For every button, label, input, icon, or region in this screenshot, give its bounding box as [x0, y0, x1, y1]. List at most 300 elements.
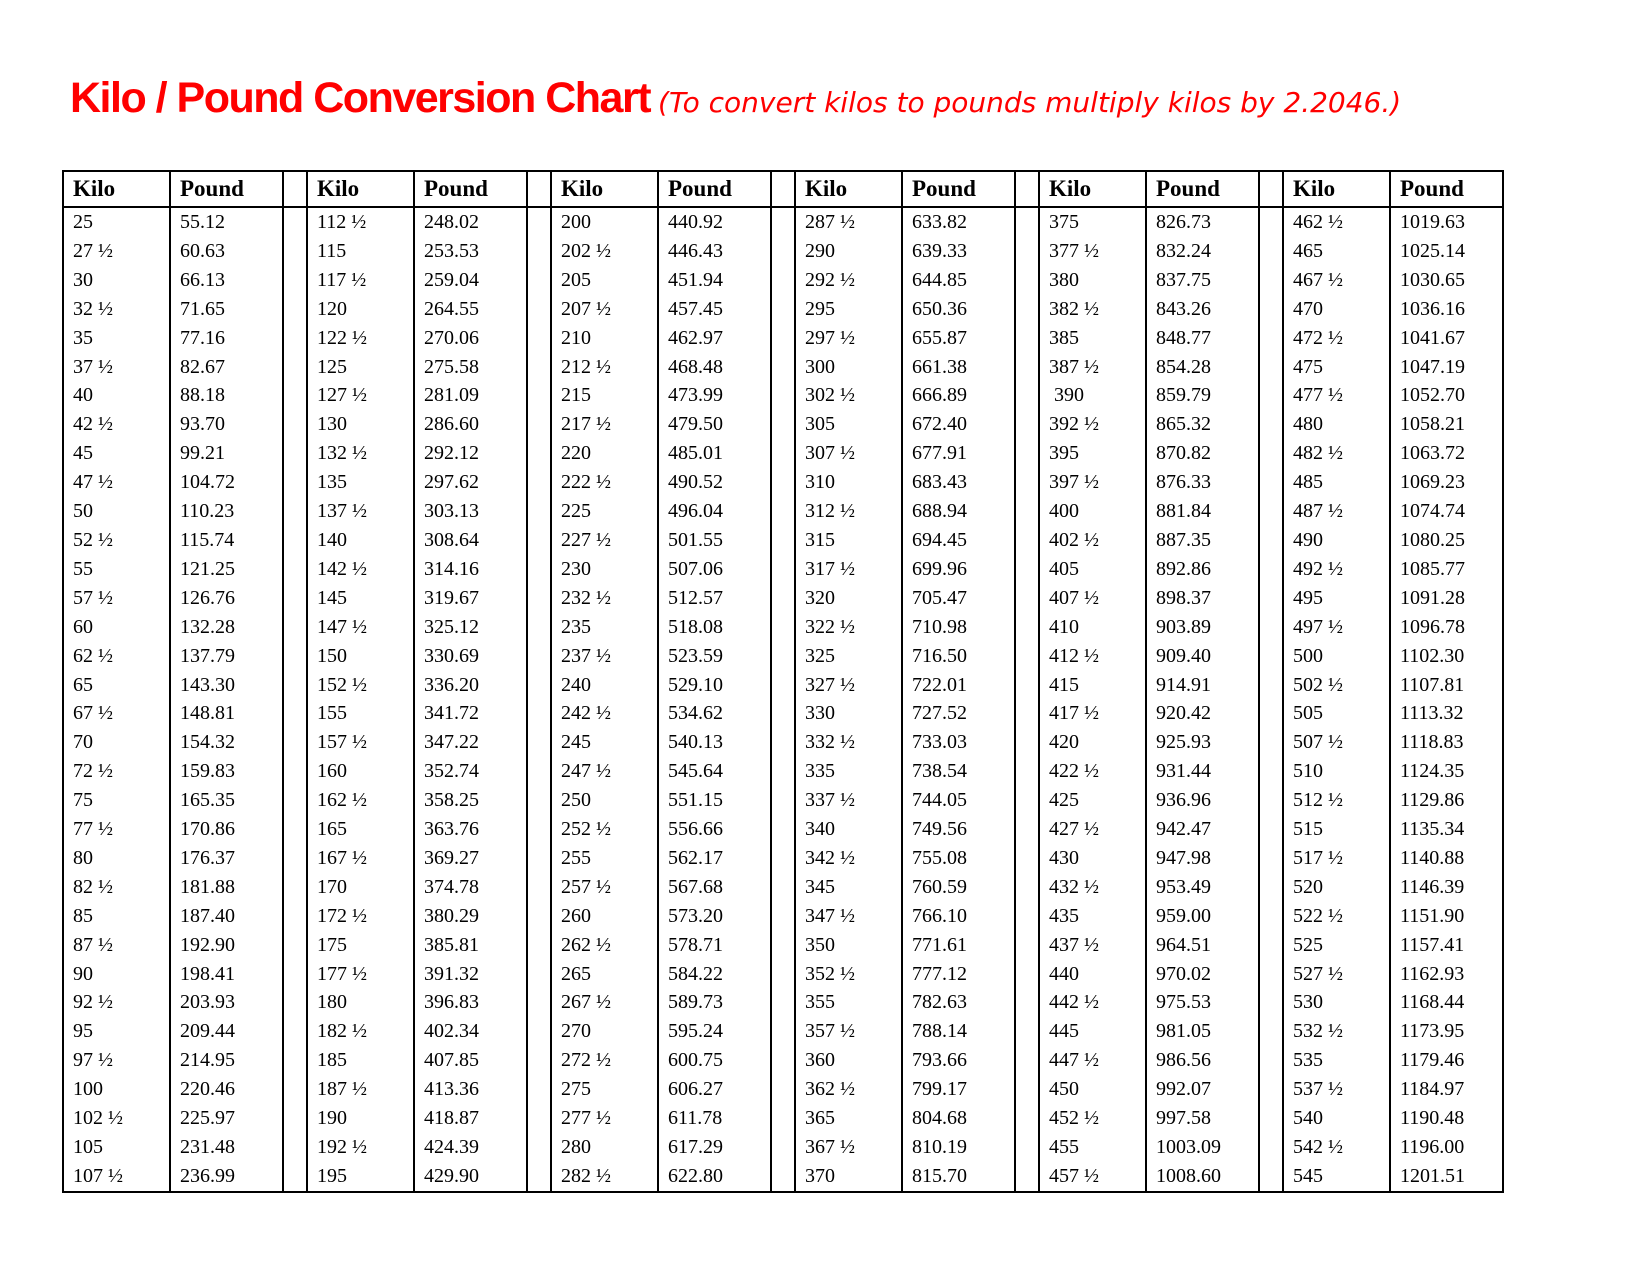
pound-cell: 727.52 [902, 699, 1015, 728]
pound-cell: 1201.51 [1390, 1162, 1503, 1192]
kilo-cell: 227 ½ [551, 526, 658, 555]
kilo-cell: 420 [1039, 728, 1146, 757]
pound-cell: 617.29 [658, 1133, 771, 1162]
pound-cell: 865.32 [1146, 410, 1259, 439]
pound-cell: 639.33 [902, 237, 1015, 266]
spacer-cell [1015, 931, 1039, 960]
kilo-cell: 375 [1039, 207, 1146, 237]
pound-cell: 137.79 [170, 642, 283, 671]
spacer-cell [527, 237, 551, 266]
kilo-cell: 357 ½ [795, 1017, 902, 1046]
pound-cell: 88.18 [170, 381, 283, 410]
kilo-cell: 437 ½ [1039, 931, 1146, 960]
kilo-cell: 335 [795, 757, 902, 786]
spacer-cell [1015, 324, 1039, 353]
kilo-cell: 345 [795, 873, 902, 902]
pound-cell: 132.28 [170, 613, 283, 642]
pound-cell: 512.57 [658, 584, 771, 613]
pound-cell: 82.67 [170, 353, 283, 382]
spacer-cell [1015, 1046, 1039, 1075]
kilo-cell: 72 ½ [63, 757, 170, 786]
pound-cell: 93.70 [170, 410, 283, 439]
spacer-cell [1015, 526, 1039, 555]
pound-cell: 1074.74 [1390, 497, 1503, 526]
kilo-cell: 440 [1039, 960, 1146, 989]
pound-cell: 292.12 [414, 439, 527, 468]
pound-cell: 264.55 [414, 295, 527, 324]
pound-cell: 710.98 [902, 613, 1015, 642]
spacer-cell [771, 1075, 795, 1104]
pound-cell: 799.17 [902, 1075, 1015, 1104]
kilo-cell: 347 ½ [795, 902, 902, 931]
spacer-cell [527, 786, 551, 815]
kilo-cell: 340 [795, 815, 902, 844]
pound-cell: 562.17 [658, 844, 771, 873]
pound-cell: 947.98 [1146, 844, 1259, 873]
kilo-cell: 290 [795, 237, 902, 266]
kilo-cell: 292 ½ [795, 266, 902, 295]
kilo-cell: 152 ½ [307, 671, 414, 700]
kilo-cell: 320 [795, 584, 902, 613]
spacer-cell [1015, 844, 1039, 873]
pound-cell: 815.70 [902, 1162, 1015, 1192]
pound-cell: 975.53 [1146, 988, 1259, 1017]
kilo-cell: 337 ½ [795, 786, 902, 815]
pound-cell: 451.94 [658, 266, 771, 295]
kilo-cell: 82 ½ [63, 873, 170, 902]
kilo-cell: 105 [63, 1133, 170, 1162]
kilo-cell: 177 ½ [307, 960, 414, 989]
pound-cell: 881.84 [1146, 497, 1259, 526]
kilo-cell: 47 ½ [63, 468, 170, 497]
spacer-cell [1015, 237, 1039, 266]
pound-cell: 181.88 [170, 873, 283, 902]
pound-cell: 60.63 [170, 237, 283, 266]
pound-cell: 1091.28 [1390, 584, 1503, 613]
spacer-cell [527, 1133, 551, 1162]
spacer-cell [283, 207, 307, 237]
header-spacer-cell [527, 171, 551, 207]
pound-cell: 1162.93 [1390, 960, 1503, 989]
kilo-cell: 457 ½ [1039, 1162, 1146, 1192]
pound-cell: 589.73 [658, 988, 771, 1017]
pound-cell: 165.35 [170, 786, 283, 815]
kilo-cell: 427 ½ [1039, 815, 1146, 844]
pound-cell: 209.44 [170, 1017, 283, 1046]
pound-cell: 275.58 [414, 353, 527, 382]
spacer-cell [1015, 960, 1039, 989]
pound-cell: 1030.65 [1390, 266, 1503, 295]
spacer-cell [771, 324, 795, 353]
pound-cell: 1080.25 [1390, 526, 1503, 555]
kilo-cell: 190 [307, 1104, 414, 1133]
kilo-cell: 532 ½ [1283, 1017, 1390, 1046]
spacer-cell [527, 497, 551, 526]
spacer-cell [527, 1104, 551, 1133]
table-row [63, 410, 1503, 439]
kilo-cell: 415 [1039, 671, 1146, 700]
spacer-cell [1259, 207, 1283, 237]
pound-cell: 837.75 [1146, 266, 1259, 295]
kilo-cell: 137 ½ [307, 497, 414, 526]
spacer-cell [527, 353, 551, 382]
kilo-cell: 312 ½ [795, 497, 902, 526]
spacer-cell [771, 207, 795, 237]
kilo-cell: 267 ½ [551, 988, 658, 1017]
pound-cell: 1096.78 [1390, 613, 1503, 642]
kilo-cell: 510 [1283, 757, 1390, 786]
pound-cell: 518.08 [658, 613, 771, 642]
kilo-cell: 537 ½ [1283, 1075, 1390, 1104]
spacer-cell [1259, 1046, 1283, 1075]
kilo-cell: 397 ½ [1039, 468, 1146, 497]
spacer-cell [1015, 1017, 1039, 1046]
pound-cell: 396.83 [414, 988, 527, 1017]
kilo-cell: 492 ½ [1283, 555, 1390, 584]
kilo-cell: 407 ½ [1039, 584, 1146, 613]
pound-cell: 490.52 [658, 468, 771, 497]
kilo-cell: 100 [63, 1075, 170, 1104]
pound-cell: 1124.35 [1390, 757, 1503, 786]
kilo-cell: 160 [307, 757, 414, 786]
kilo-cell: 70 [63, 728, 170, 757]
kilo-cell: 270 [551, 1017, 658, 1046]
kilo-cell: 327 ½ [795, 671, 902, 700]
spacer-cell [771, 266, 795, 295]
spacer-cell [771, 526, 795, 555]
spacer-cell [527, 324, 551, 353]
kilo-cell: 195 [307, 1162, 414, 1192]
kilo-cell: 120 [307, 295, 414, 324]
pound-cell: 231.48 [170, 1133, 283, 1162]
pound-cell: 424.39 [414, 1133, 527, 1162]
kilo-cell: 380 [1039, 266, 1146, 295]
pound-cell: 115.74 [170, 526, 283, 555]
kilo-cell: 62 ½ [63, 642, 170, 671]
kilo-cell: 240 [551, 671, 658, 700]
spacer-cell [283, 410, 307, 439]
header-row [63, 171, 1503, 207]
spacer-cell [1015, 613, 1039, 642]
spacer-cell [1015, 353, 1039, 382]
pound-cell: 777.12 [902, 960, 1015, 989]
spacer-cell [771, 931, 795, 960]
pound-cell: 694.45 [902, 526, 1015, 555]
pound-cell: 468.48 [658, 353, 771, 382]
kilo-cell: 472 ½ [1283, 324, 1390, 353]
spacer-cell [527, 1017, 551, 1046]
spacer-cell [1259, 931, 1283, 960]
table-row [63, 439, 1503, 468]
spacer-cell [771, 1162, 795, 1192]
kilo-cell: 170 [307, 873, 414, 902]
spacer-cell [771, 786, 795, 815]
spacer-cell [527, 207, 551, 237]
kilo-header: Kilo [1039, 171, 1146, 207]
spacer-cell [1015, 555, 1039, 584]
spacer-cell [283, 1133, 307, 1162]
pound-cell: 931.44 [1146, 757, 1259, 786]
pound-cell: 192.90 [170, 931, 283, 960]
spacer-cell [771, 1046, 795, 1075]
spacer-cell [1259, 555, 1283, 584]
kilo-cell: 490 [1283, 526, 1390, 555]
pound-cell: 870.82 [1146, 439, 1259, 468]
spacer-cell [527, 642, 551, 671]
kilo-cell: 247 ½ [551, 757, 658, 786]
kilo-cell: 295 [795, 295, 902, 324]
spacer-cell [1259, 439, 1283, 468]
pound-cell: 308.64 [414, 526, 527, 555]
spacer-cell [1015, 1133, 1039, 1162]
kilo-cell: 522 ½ [1283, 902, 1390, 931]
table-row [63, 786, 1503, 815]
pound-cell: 110.23 [170, 497, 283, 526]
spacer-cell [283, 324, 307, 353]
spacer-cell [527, 757, 551, 786]
spacer-cell [527, 410, 551, 439]
kilo-cell: 395 [1039, 439, 1146, 468]
kilo-cell: 220 [551, 439, 658, 468]
spacer-cell [527, 613, 551, 642]
pound-cell: 970.02 [1146, 960, 1259, 989]
kilo-cell: 485 [1283, 468, 1390, 497]
pound-cell: 1184.97 [1390, 1075, 1503, 1104]
pound-cell: 733.03 [902, 728, 1015, 757]
table-row [63, 931, 1503, 960]
spacer-cell [1259, 988, 1283, 1017]
pound-cell: 959.00 [1146, 902, 1259, 931]
spacer-cell [527, 960, 551, 989]
spacer-cell [1015, 266, 1039, 295]
pound-cell: 99.21 [170, 439, 283, 468]
spacer-cell [283, 1017, 307, 1046]
spacer-cell [771, 381, 795, 410]
pound-cell: 55.12 [170, 207, 283, 237]
spacer-cell [1259, 237, 1283, 266]
pound-cell: 159.83 [170, 757, 283, 786]
spacer-cell [771, 728, 795, 757]
spacer-cell [771, 1017, 795, 1046]
spacer-cell [1259, 757, 1283, 786]
spacer-cell [1259, 873, 1283, 902]
kilo-cell: 477 ½ [1283, 381, 1390, 410]
table-row [63, 295, 1503, 324]
pound-cell: 826.73 [1146, 207, 1259, 237]
kilo-cell: 117 ½ [307, 266, 414, 295]
spacer-cell [771, 699, 795, 728]
spacer-cell [1015, 671, 1039, 700]
spacer-cell [283, 613, 307, 642]
kilo-cell: 222 ½ [551, 468, 658, 497]
kilo-cell: 102 ½ [63, 1104, 170, 1133]
page-title: Kilo / Pound Conversion Chart [70, 74, 651, 122]
spacer-cell [1259, 1133, 1283, 1162]
spacer-cell [283, 497, 307, 526]
pound-cell: 760.59 [902, 873, 1015, 902]
kilo-cell: 215 [551, 381, 658, 410]
pound-cell: 1113.32 [1390, 699, 1503, 728]
spacer-cell [283, 526, 307, 555]
spacer-cell [1259, 497, 1283, 526]
spacer-cell [771, 295, 795, 324]
pound-cell: 1041.67 [1390, 324, 1503, 353]
kilo-cell: 205 [551, 266, 658, 295]
pound-cell: 672.40 [902, 410, 1015, 439]
table-row [63, 1046, 1503, 1075]
kilo-cell: 32 ½ [63, 295, 170, 324]
spacer-cell [283, 873, 307, 902]
kilo-cell: 90 [63, 960, 170, 989]
kilo-cell: 272 ½ [551, 1046, 658, 1075]
pound-cell: 236.99 [170, 1162, 283, 1192]
spacer-cell [283, 642, 307, 671]
pound-cell: 942.47 [1146, 815, 1259, 844]
pound-cell: 936.96 [1146, 786, 1259, 815]
spacer-cell [283, 381, 307, 410]
spacer-cell [283, 931, 307, 960]
header-spacer-cell [283, 171, 307, 207]
pound-cell: 418.87 [414, 1104, 527, 1133]
kilo-cell: 300 [795, 353, 902, 382]
table-row [63, 815, 1503, 844]
kilo-cell: 465 [1283, 237, 1390, 266]
kilo-cell: 92 ½ [63, 988, 170, 1017]
spacer-cell [1015, 295, 1039, 324]
kilo-cell: 95 [63, 1017, 170, 1046]
kilo-cell: 287 ½ [795, 207, 902, 237]
spacer-cell [1259, 1075, 1283, 1104]
pound-cell: 325.12 [414, 613, 527, 642]
pound-cell: 319.67 [414, 584, 527, 613]
spacer-cell [1259, 1162, 1283, 1192]
spacer-cell [283, 902, 307, 931]
pound-cell: 650.36 [902, 295, 1015, 324]
pound-cell: 1025.14 [1390, 237, 1503, 266]
pound-cell: 788.14 [902, 1017, 1015, 1046]
kilo-cell: 132 ½ [307, 439, 414, 468]
pound-cell: 203.93 [170, 988, 283, 1017]
pound-cell: 793.66 [902, 1046, 1015, 1075]
pound-cell: 981.05 [1146, 1017, 1259, 1046]
kilo-cell: 180 [307, 988, 414, 1017]
spacer-cell [283, 555, 307, 584]
table-row [63, 1133, 1503, 1162]
pound-cell: 220.46 [170, 1075, 283, 1104]
kilo-cell: 37 ½ [63, 353, 170, 382]
pound-cell: 540.13 [658, 728, 771, 757]
kilo-cell: 430 [1039, 844, 1146, 873]
spacer-cell [527, 468, 551, 497]
pound-cell: 633.82 [902, 207, 1015, 237]
pound-cell: 661.38 [902, 353, 1015, 382]
kilo-cell: 232 ½ [551, 584, 658, 613]
pound-cell: 903.89 [1146, 613, 1259, 642]
pound-cell: 655.87 [902, 324, 1015, 353]
pound-cell: 1036.16 [1390, 295, 1503, 324]
spacer-cell [527, 988, 551, 1017]
spacer-cell [527, 1046, 551, 1075]
kilo-cell: 390 [1039, 381, 1146, 410]
kilo-cell: 35 [63, 324, 170, 353]
spacer-cell [527, 555, 551, 584]
kilo-cell: 200 [551, 207, 658, 237]
pound-cell: 413.36 [414, 1075, 527, 1104]
kilo-cell: 245 [551, 728, 658, 757]
pound-cell: 270.06 [414, 324, 527, 353]
spacer-cell [1015, 699, 1039, 728]
kilo-cell: 157 ½ [307, 728, 414, 757]
spacer-cell [283, 844, 307, 873]
spacer-cell [1259, 815, 1283, 844]
spacer-cell [771, 1133, 795, 1162]
pound-cell: 1146.39 [1390, 873, 1503, 902]
table-row [63, 902, 1503, 931]
pound-cell: 529.10 [658, 671, 771, 700]
kilo-cell: 350 [795, 931, 902, 960]
pound-cell: 336.20 [414, 671, 527, 700]
kilo-cell: 237 ½ [551, 642, 658, 671]
kilo-cell: 387 ½ [1039, 353, 1146, 382]
kilo-cell: 400 [1039, 497, 1146, 526]
spacer-cell [771, 757, 795, 786]
table-row [63, 757, 1503, 786]
spacer-cell [771, 584, 795, 613]
table-row [63, 353, 1503, 382]
kilo-cell: 512 ½ [1283, 786, 1390, 815]
spacer-cell [1259, 324, 1283, 353]
kilo-cell: 517 ½ [1283, 844, 1390, 873]
pound-cell: 876.33 [1146, 468, 1259, 497]
pound-cell: 1129.86 [1390, 786, 1503, 815]
spacer-cell [1015, 786, 1039, 815]
pound-cell: 738.54 [902, 757, 1015, 786]
spacer-cell [283, 237, 307, 266]
table-row [63, 960, 1503, 989]
pound-cell: 887.35 [1146, 526, 1259, 555]
pound-cell: 909.40 [1146, 642, 1259, 671]
spacer-cell [1015, 410, 1039, 439]
kilo-cell: 175 [307, 931, 414, 960]
pound-cell: 914.91 [1146, 671, 1259, 700]
pound-cell: 507.06 [658, 555, 771, 584]
kilo-cell: 182 ½ [307, 1017, 414, 1046]
pound-header: Pound [1146, 171, 1259, 207]
pound-cell: 925.93 [1146, 728, 1259, 757]
pound-cell: 341.72 [414, 699, 527, 728]
kilo-cell: 382 ½ [1039, 295, 1146, 324]
pound-cell: 611.78 [658, 1104, 771, 1133]
spacer-cell [771, 237, 795, 266]
kilo-cell: 450 [1039, 1075, 1146, 1104]
table-row [63, 699, 1503, 728]
spacer-cell [1015, 1075, 1039, 1104]
spacer-cell [1015, 497, 1039, 526]
table-row [63, 468, 1503, 497]
kilo-cell: 142 ½ [307, 555, 414, 584]
kilo-cell: 332 ½ [795, 728, 902, 757]
kilo-cell: 147 ½ [307, 613, 414, 642]
kilo-cell: 305 [795, 410, 902, 439]
pound-cell: 148.81 [170, 699, 283, 728]
table-row [63, 844, 1503, 873]
pound-cell: 1179.46 [1390, 1046, 1503, 1075]
pound-cell: 1063.72 [1390, 439, 1503, 468]
spacer-cell [1259, 1017, 1283, 1046]
pound-cell: 457.45 [658, 295, 771, 324]
table-row [63, 324, 1503, 353]
pound-cell: 1019.63 [1390, 207, 1503, 237]
